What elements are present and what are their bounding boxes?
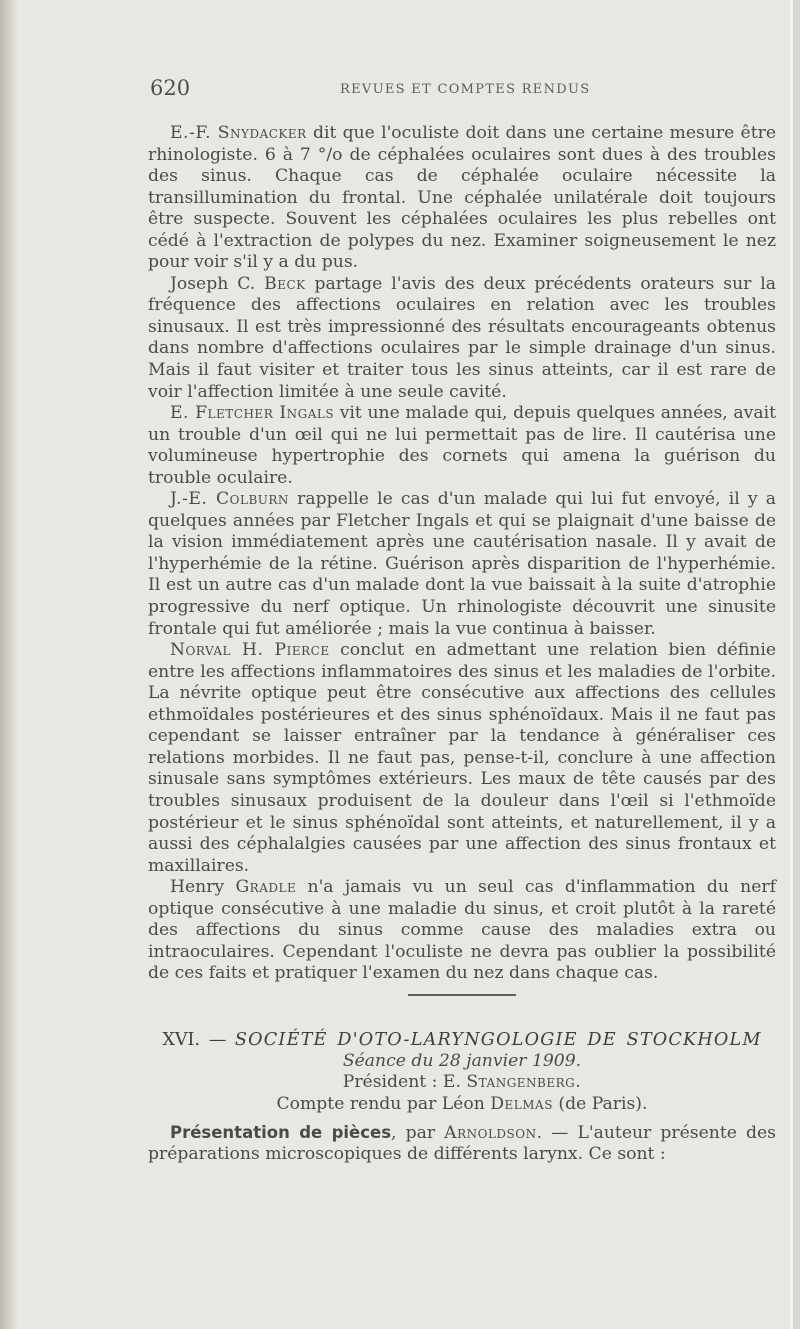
- page-number: 620: [150, 76, 191, 100]
- paragraph-text: n'a jamais vu un seul cas d'inflammation du nerf optique consécutive à une maladie du sinus, et croit plutôt à la rareté des affections du sinus comme cause des maladies extra ou intraoculaires. Cependant l'oculiste ne devra pas oublier la possibilité de ces faits et pratiquer l'examen du nez dans chaque cas.: [148, 877, 776, 984]
- speaker-prefix: Joseph C.: [170, 273, 265, 294]
- section-number: XVI. —: [162, 1029, 235, 1050]
- paragraph-gradle: [148, 877, 776, 985]
- president-name: Stangenberg.: [466, 1072, 582, 1093]
- speaker-name: E.-F. Snydacker: [170, 123, 307, 143]
- paragraph-arnoldson: [148, 1122, 776, 1166]
- paragraph-pierce: [148, 640, 776, 877]
- report-line: [148, 1094, 776, 1116]
- session-date: Séance du 28 janvier 1909.: [342, 1050, 582, 1071]
- paragraph-text: partage l'avis des deux précédents orateurs sur la fréquence des affections oculaires en relation avec les troubles sinusaux. Il est très impressionné des résultats encourageants obtenus dans nombre d'affections oculaires par le simple drainage d'un sinus. Mais il faut visiter et traiter tous les sinus atteints, car il est rare de voir l'affection limitée à une seule cavité.: [148, 273, 776, 402]
- connector-text: , par: [391, 1122, 445, 1143]
- running-title: REVUES ET COMPTES RENDUS: [340, 82, 591, 97]
- paragraph-text: rappelle le cas d'un malade qui lui fut envoyé, il y a quelques années par Fletcher Ingals et qui se plaignait d'une baisse de la vision immédiatement après une cautérisation nasale. Il y avait de l'hyperhémie de la rétine. Guérison après disparition de l'hyperhémie. Il est un autre cas d'un malade dont la vue baissait à la suite d'atrophie progressive du nerf optique. Un rhinologiste découvrit une sinusite frontale qui fut améliorée ; mais la vue continua à baisser.: [148, 489, 776, 639]
- speaker-name: Arnoldson: [444, 1122, 537, 1143]
- speaker-name: Norval H. Pierce: [170, 640, 330, 661]
- paragraph-beck: [148, 274, 776, 403]
- section-divider: [408, 994, 516, 996]
- report-author: Delmas: [490, 1093, 553, 1114]
- speaker-name: Beck: [264, 273, 306, 294]
- report-suffix: (de Paris).: [552, 1093, 648, 1114]
- section-name: SOCIÉTÉ D'OTO-LARYNGOLOGIE DE STOCKHOLM: [234, 1029, 762, 1050]
- paragraph-text: vit une malade qui, depuis quelques années, avait un trouble d'un œil qui ne lui permettait pas de lire. Il cautérisa une volumineuse hypertrophie des cornets qui amena la guérison du trouble oculaire.: [148, 403, 776, 488]
- paragraph-colburn: [148, 489, 776, 640]
- president-line: [148, 1072, 776, 1094]
- section-title: [148, 1029, 776, 1051]
- speaker-name: E. Fletcher Ingals: [170, 403, 335, 424]
- paragraph-text: dit que l'oculiste doit dans une certaine mesure être rhinologiste. 6 à 7 °/o de céphalées oculaires sont dues à des troubles des sinus. Chaque cas de céphalée oculaire nécessite la transillumination du frontal. Une céphalée unilatérale doit toujours être suspecte. Souvent les céphalées oculaires les plus rebelles ont cédé à l'extraction de polypes du nez. Examiner soigneusement le nez pour voir s'il y a du pus.: [148, 123, 776, 273]
- subsection-heading: Présentation de pièces: [170, 1122, 392, 1142]
- paragraph-snydacker: [148, 123, 776, 274]
- speaker-name: Gradle: [235, 877, 297, 898]
- report-label: Compte rendu par Léon: [276, 1093, 491, 1114]
- page-header: [150, 76, 778, 106]
- paragraph-ingals: [148, 403, 776, 489]
- body-text: [148, 123, 776, 1166]
- paragraph-text: conclut en admettant une relation bien définie entre les affections inflammatoires des sinus et les maladies de l'orbite. La névrite optique peut être consécutive aux affections des cellules ethmoïdales postérieures et des sinus sphénoïdaux. Mais il ne faut pas cependant se laisser entraîner par la tendance à généraliser ces relations morbides. Il ne faut pas, pense-t-il, conclure à une affection sinusale sans symptômes extérieurs. Les maux de tête causés par des troubles sinusaux produisent de la douleur dans l'œil si l'ethmoïde postérieur et le sinus sphénoïdal sont atteints, et naturellement, il y a aussi des céphalalgies causées par une affection des sinus frontaux et maxillaires.: [148, 640, 776, 876]
- speaker-name: J.-E. Colburn: [170, 489, 289, 510]
- president-label: Président : E.: [342, 1072, 467, 1093]
- speaker-prefix: Henry: [170, 877, 236, 898]
- paragraph-text: . — L'auteur présente des préparations microscopiques de différents larynx. Ce sont :: [148, 1122, 776, 1165]
